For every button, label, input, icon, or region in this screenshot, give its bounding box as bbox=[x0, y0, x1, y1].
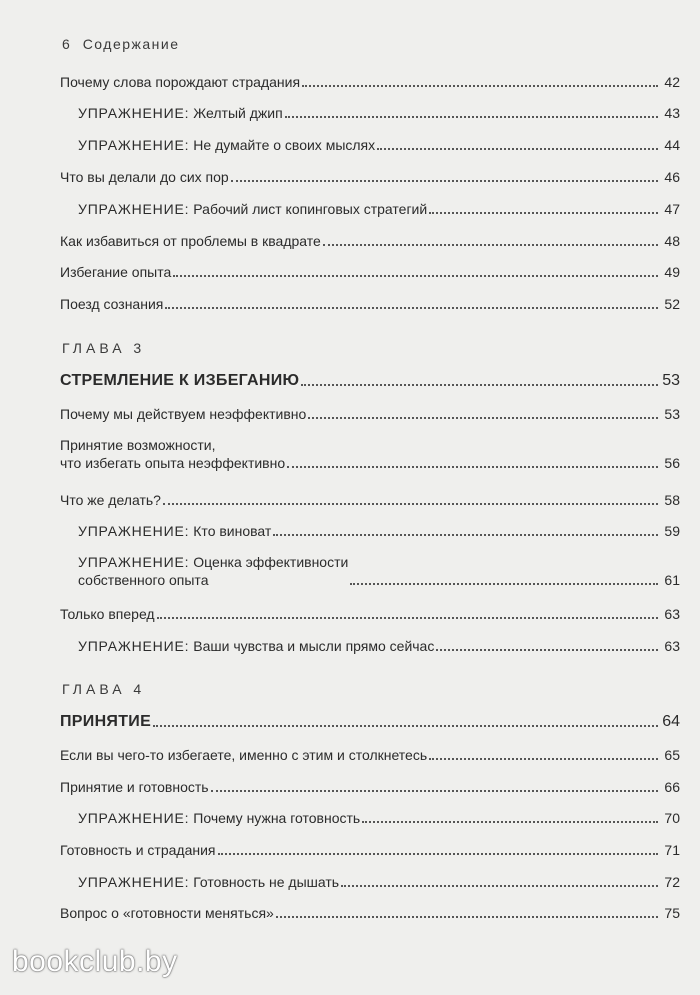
exercise-label: УПРАЖНЕНИЕ: bbox=[78, 201, 190, 217]
toc-chapter-entry bbox=[60, 372, 680, 390]
toc-entry-page: 75 bbox=[664, 905, 680, 921]
leader-dots bbox=[165, 306, 658, 309]
toc-entry-title: Почему мы действуем неэффективно bbox=[60, 406, 307, 422]
toc-entry-title: Готовность не дышать bbox=[193, 874, 340, 890]
toc-entry-page: 71 bbox=[664, 842, 680, 858]
exercise-label: УПРАЖНЕНИЕ: bbox=[78, 105, 190, 121]
toc-entry-title: Ваши чувства и мысли прямо сейчас bbox=[193, 638, 435, 654]
toc-entry-title: Рабочий лист копинговых стратегий bbox=[193, 201, 428, 217]
toc-entry-title: Как избавиться от проблемы в квадрате bbox=[60, 233, 321, 249]
toc-entry-page: 66 bbox=[664, 779, 680, 795]
toc-entry-page: 58 bbox=[664, 492, 680, 508]
toc-entry bbox=[60, 263, 680, 281]
exercise-label: УПРАЖНЕНИЕ: bbox=[78, 874, 190, 890]
leader-dots bbox=[211, 789, 658, 792]
toc-entry-page: 46 bbox=[664, 169, 680, 185]
leader-dots bbox=[218, 852, 659, 855]
leader-dots bbox=[163, 502, 658, 505]
toc-entry bbox=[60, 436, 680, 472]
leader-dots bbox=[341, 884, 658, 887]
toc-entry-page: 61 bbox=[664, 572, 680, 588]
toc-entry bbox=[60, 405, 680, 423]
leader-dots bbox=[231, 179, 658, 182]
leader-dots bbox=[173, 274, 658, 277]
exercise-label: УПРАЖНЕНИЕ: bbox=[78, 638, 190, 654]
toc-entry-page: 63 bbox=[664, 638, 680, 654]
toc-entry-page: 48 bbox=[664, 233, 680, 249]
toc-entry bbox=[60, 491, 680, 509]
toc-entry bbox=[60, 73, 680, 91]
toc-entry bbox=[60, 904, 680, 922]
toc-entry-title: Только вперед bbox=[60, 606, 155, 622]
toc-entry-page: 49 bbox=[664, 264, 680, 280]
exercise-label: УПРАЖНЕНИЕ: bbox=[78, 523, 190, 539]
chapter-title: ПРИНЯТИЕ bbox=[60, 713, 152, 730]
toc-exercise-entry bbox=[60, 873, 680, 891]
leader-dots bbox=[362, 820, 658, 823]
toc-entry-page: 63 bbox=[664, 606, 680, 622]
leader-dots bbox=[429, 211, 658, 214]
toc-entry-page: 65 bbox=[664, 747, 680, 763]
toc-entry-title: Желтый джип bbox=[193, 105, 283, 121]
toc-exercise-entry bbox=[60, 809, 680, 827]
toc-entry bbox=[60, 168, 680, 186]
leader-dots bbox=[302, 84, 658, 87]
page-number: 6 bbox=[62, 36, 72, 52]
toc-exercise-entry bbox=[60, 136, 680, 154]
leader-dots bbox=[436, 648, 658, 651]
leader-dots bbox=[287, 465, 658, 468]
chapter-4-label: ГЛАВА 4 bbox=[62, 681, 146, 697]
toc-entry-page: 64 bbox=[662, 713, 680, 730]
toc-entry-page: 53 bbox=[664, 406, 680, 422]
toc-entry-page: 42 bbox=[664, 74, 680, 90]
toc-entry bbox=[60, 605, 680, 623]
toc-exercise-entry bbox=[60, 553, 680, 589]
toc-entry bbox=[60, 778, 680, 796]
running-header bbox=[62, 36, 180, 52]
toc-entry-page: 56 bbox=[664, 455, 680, 471]
leader-dots bbox=[429, 757, 658, 760]
leader-dots bbox=[276, 915, 658, 918]
toc-entry-page: 43 bbox=[664, 105, 680, 121]
toc-entry-title: Почему слова порождают страдания bbox=[60, 74, 301, 90]
leader-dots bbox=[301, 383, 658, 386]
leader-dots bbox=[323, 243, 658, 246]
toc-entry-title: Кто виноват bbox=[193, 523, 272, 539]
toc-entry-page: 53 bbox=[662, 372, 680, 389]
toc-entry-title: Принятие возможности, что избегать опыта неэффективно bbox=[60, 437, 286, 471]
toc-entry-page: 52 bbox=[664, 296, 680, 312]
leader-dots bbox=[285, 115, 658, 118]
toc-exercise-entry bbox=[60, 200, 680, 218]
leader-dots bbox=[308, 416, 658, 419]
exercise-label: УПРАЖНЕНИЕ: bbox=[78, 810, 190, 826]
toc-entry-title: Поезд сознания bbox=[60, 296, 164, 312]
toc-exercise-entry bbox=[60, 104, 680, 122]
toc-entry-page: 59 bbox=[664, 523, 680, 539]
toc-entry bbox=[60, 746, 680, 764]
toc-entry-title: Что вы делали до сих пор bbox=[60, 169, 229, 185]
toc-entry-title: Если вы чего-то избегаете, именно с этим и столкнетесь bbox=[60, 747, 428, 763]
toc-exercise-entry bbox=[60, 637, 680, 655]
toc-entry bbox=[60, 232, 680, 250]
section-title: Содержание bbox=[82, 36, 180, 52]
toc-entry-page: 44 bbox=[664, 137, 680, 153]
toc-entry-title: Что же делать? bbox=[60, 492, 161, 508]
exercise-label: УПРАЖНЕНИЕ: bbox=[78, 554, 190, 570]
leader-dots bbox=[157, 616, 658, 619]
leader-dots bbox=[350, 582, 658, 585]
watermark: bookclub.by bbox=[12, 945, 178, 978]
toc-entry bbox=[60, 841, 680, 859]
toc-entry-title: Почему нужна готовность bbox=[193, 810, 361, 826]
toc-entry-page: 72 bbox=[664, 874, 680, 890]
toc-entry-title: Принятие и готовность bbox=[60, 779, 209, 795]
toc-entry-page: 47 bbox=[664, 201, 680, 217]
leader-dots bbox=[153, 724, 658, 727]
leader-dots bbox=[273, 533, 658, 536]
leader-dots bbox=[377, 147, 658, 150]
toc-entry-page: 70 bbox=[664, 810, 680, 826]
toc-exercise-entry bbox=[60, 522, 680, 540]
toc-entry bbox=[60, 295, 680, 313]
exercise-label: УПРАЖНЕНИЕ: bbox=[78, 137, 190, 153]
toc-entry-title: Готовность и страдания bbox=[60, 842, 216, 858]
toc-entry-title: Не думайте о своих мыслях bbox=[193, 137, 376, 153]
toc-chapter-entry bbox=[60, 713, 680, 731]
toc-entry-title: Вопрос о «готовности меняться» bbox=[60, 905, 274, 921]
toc-entry-title: Избегание опыта bbox=[60, 264, 172, 280]
chapter-title: СТРЕМЛЕНИЕ К ИЗБЕГАНИЮ bbox=[60, 372, 300, 389]
toc-entry-title: Оценка эффективности собственного опыта bbox=[78, 554, 349, 588]
chapter-3-label: ГЛАВА 3 bbox=[62, 340, 146, 356]
